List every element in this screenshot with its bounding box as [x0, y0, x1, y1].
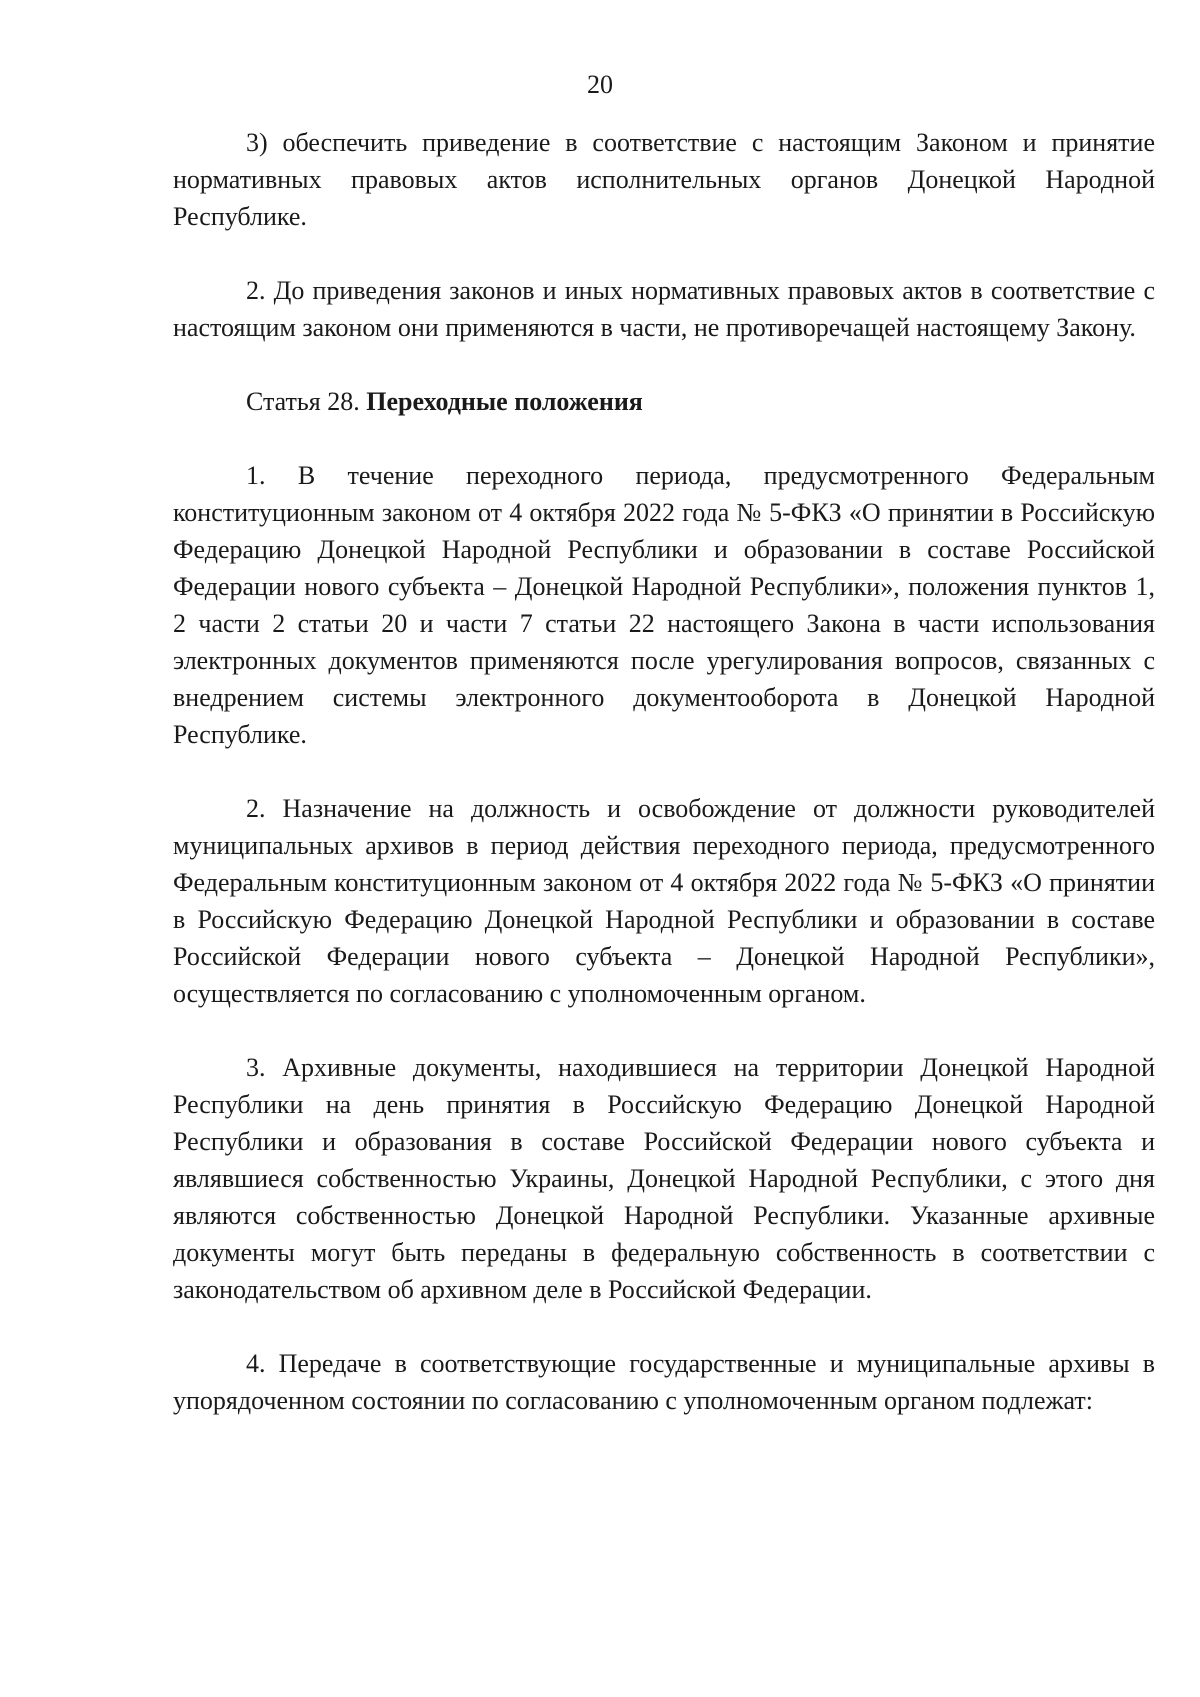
- paragraph-gap: [173, 420, 1155, 457]
- paragraph-gap: [173, 1308, 1155, 1345]
- paragraph-gap: [173, 346, 1155, 383]
- document-body: [173, 124, 1155, 1419]
- paragraph-gap: [173, 1012, 1155, 1049]
- paragraph-item-3: 3) обеспечить приведение в соответствие с настоящим Законом и принятие нормативных правовых актов исполнительных органов Донецкой Народной Республике.: [173, 128, 1155, 231]
- paragraph-gap: [173, 235, 1155, 272]
- article-paragraph-2: 2. Назначение на должность и освобождение от должности руководителей муниципальных архивов в период действия переходного периода, предусмотренного Федеральным конституционным законом от 4 октября 2022 года № 5-ФКЗ «О принятии в Российскую Федерацию Донецкой Народной Республики и образовании в составе Российской Федерации нового субъекта – Донецкой Народной Республики», осуществляется по согласованию с уполномоченным органом.: [173, 794, 1155, 1008]
- page-number: 20: [587, 70, 613, 99]
- article-prefix: Статья 28.: [246, 387, 360, 416]
- article-paragraph-1: 1. В течение переходного периода, предусмотренного Федеральным конституционным законом от 4 октября 2022 года № 5-ФКЗ «О принятии в Российскую Федерацию Донецкой Народной Республики и образовании в составе Российской Федерации нового субъекта – Донецкой Народной Республики», положения пунктов 1, 2 части 2 статьи 20 и части 7 статьи 22 настоящего Закона в части использования электронных документов применяются после урегулирования вопросов, связанных с внедрением системы электронного документооборота в Донецкой Народной Республике.: [173, 461, 1155, 749]
- paragraph-gap: [173, 753, 1155, 790]
- article-heading: [173, 383, 1155, 420]
- article-paragraph-3: 3. Архивные документы, находившиеся на территории Донецкой Народной Республики на день принятия в Российскую Федерацию Донецкой Народной Республики и образования в составе Российской Федерации нового субъекта и являвшиеся собственностью Украины, Донецкой Народной Республики, с этого дня являются собственностью Донецкой Народной Республики. Указанные архивные документы могут быть переданы в федеральную собственность в соответствии с законодательством об архивном деле в Российской Федерации.: [173, 1053, 1155, 1304]
- paragraph-point-2: 2. До приведения законов и иных нормативных правовых актов в соответствие с настоящим законом они применяются в части, не противоречащей настоящему Закону.: [173, 276, 1155, 342]
- article-paragraph-4: 4. Передаче в соответствующие государственные и муниципальные архивы в упорядоченном состоянии по согласованию с уполномоченным органом подлежат:: [173, 1349, 1155, 1415]
- article-title: Переходные положения: [366, 387, 643, 416]
